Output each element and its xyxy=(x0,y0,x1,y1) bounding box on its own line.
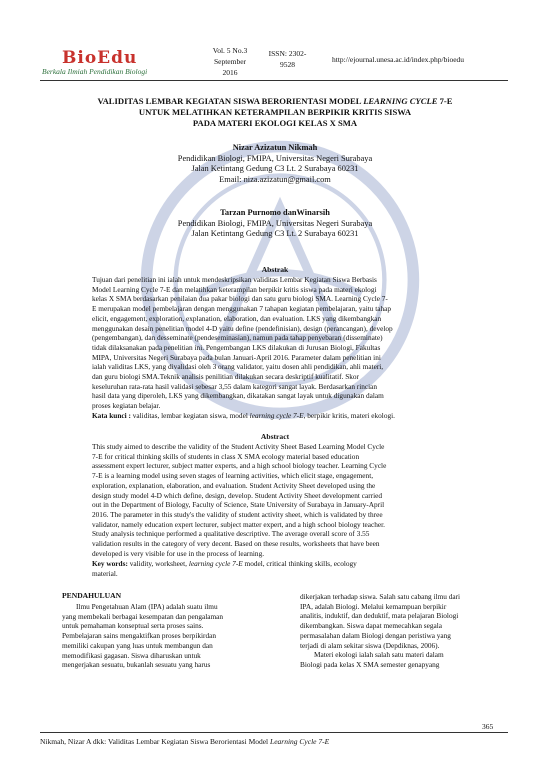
key-words-text-a: validity, worksheet, xyxy=(127,559,189,568)
body-line: dikembangkan. Siswa dapat memecahkan segala xyxy=(300,621,443,631)
title-suffix: 7-E xyxy=(437,96,453,106)
abstract-line: 7-E is a learning model using seven stages of learning activities, which elicit stage, engagement, xyxy=(92,471,374,481)
kata-kunci-text-a: validitas, lembar kegiatan siswa, model xyxy=(130,411,250,420)
key-words-text-b: model, critical thinking skills, ecology xyxy=(242,559,357,568)
body-left-column xyxy=(62,602,270,670)
author-1-block xyxy=(40,143,510,185)
header-divider xyxy=(40,80,508,81)
abstract-line: 7-E for critical thinking skills of students in class X SMA ecology material based education xyxy=(92,451,360,461)
volume-info xyxy=(205,45,255,78)
key-words xyxy=(92,559,458,578)
body-line: memodifikasi gagasan. Siswa diharuskan untuk xyxy=(62,650,201,660)
body-line: permasalahan dalam Biologi dengan peristiwa yang xyxy=(300,630,451,640)
author-1-address: Jalan Ketintang Gedung C3 Lt. 2 Surabaya 60231 xyxy=(191,164,359,173)
body-right-column xyxy=(300,592,508,670)
title-line-3: PADA MATERI EKOLOGI KELAS X SMA xyxy=(192,118,358,128)
abstrak-line: kelas X SMA berdasarkan penilaian dua pakar biologi dan satu guru biologi SMA. Learning Cycle 7- xyxy=(92,294,388,304)
paper-title xyxy=(40,96,510,129)
abstrak-line: keseluruhan rata-rata hasil validasi sebesar 3,55 dalam kategori sangat layak. Berdasarkan rincian xyxy=(92,381,378,391)
kata-kunci-label: Kata kunci : xyxy=(92,411,131,420)
abstract-line: validator, namely education expert lecturer, subject matter expert, and a high school biology teacher. xyxy=(92,519,386,529)
title-italic: LEARNING CYCLE xyxy=(363,96,438,106)
abstrak-line: elicit, engagement, exploration, explanation, elaboration, dan evaluation. LKS yang dikembangkan xyxy=(92,313,382,323)
abstrak-line: menggunakan desain penelitian model 4-D yaitu define (pendefinisian), design (perancangan), develop xyxy=(92,323,393,333)
abstract-line: Study analysis technique performed a qualitative descriptive. The average overall score of 3.55 xyxy=(92,529,370,539)
abstract-line: 2016. The parameter in this study's the validity of student activity sheet, which is validated by three xyxy=(92,509,383,519)
body-line: memiliki cakupan yang luas untuk membangun dan xyxy=(62,640,213,650)
body-line: IPA, adalah Biologi. Melalui kemampuan berpikir xyxy=(300,601,447,611)
abstrak-line: MIPA, Universitas Negeri Surabaya pada bulan Januari-April 2016. Parameter dalam penelitian ini xyxy=(92,352,381,362)
title-line-1: VALIDITAS LEMBAR KEGIATAN SISWA BERORIENTASI MODEL xyxy=(97,96,364,106)
abstrak-line: Model Learning Cycle 7-E dan melatihkan keterampilan berpikir kritis siswa pada materi ekologi xyxy=(92,284,377,294)
abstract-text xyxy=(92,442,458,558)
page-number: 365 xyxy=(482,722,494,731)
key-words-label: Key words: xyxy=(92,559,128,568)
abstract-line: out in the Department of Biology, Faculty of Science, State University of Surabaya in January-April xyxy=(92,500,385,510)
volume-line: Vol. 5 No.3 xyxy=(212,46,248,55)
journal-url-link[interactable]: http://ejournal.unesa.ac.id/index.php/bioedu xyxy=(332,55,465,64)
issn-line-2: 9528 xyxy=(280,60,295,69)
abstrak-line: E merupakan model pembelajaran dengan menggunakan 7 tahapan kegiatan pembelajaran, yaitu tahap xyxy=(92,304,392,314)
footer-italic: Learning Cycle 7-E xyxy=(270,737,330,746)
year-line: 2016 xyxy=(222,68,238,77)
issn-line-1: ISSN: 2302- xyxy=(268,49,307,58)
abstrak-line: dan guru biologi SMA.Teknik analisis penilitian dilakukan secara deskriptif kualitatif. Skor xyxy=(92,372,359,382)
author-2-name: Tarzan Purnomo danWinarsih xyxy=(220,208,330,217)
abstract-line: developed is very visible for use in the process of learning. xyxy=(92,548,265,558)
body-line: yang membekali berbagai kesempatan dan pengalaman xyxy=(62,611,224,621)
abstrak-line: proses kegiatan belajar. xyxy=(92,401,161,411)
body-line: Materi ekologi ialah salah satu materi dalam xyxy=(314,650,444,660)
body-line: analitis, induktif, dan deduktif, mata pelajaran Biologi xyxy=(300,611,459,621)
title-line-2: UNTUK MELATIHKAN KETERAMPILAN BERPIKIR KRITIS SISWA xyxy=(138,107,412,117)
abstract-line: validation results in the category of very decent. Based on these results, worksheets that have been xyxy=(92,539,380,549)
author-2-address: Jalan Ketintang Gedung C3 Lt. 2 Surabaya 60231 xyxy=(191,229,359,238)
footer-text: Nikmah, Nizar A dkk: Validitas Lembar Kegiatan Siswa Berorientasi Model xyxy=(40,737,271,746)
body-line: dikerjakan terhadap siswa. Salah satu cabang ilmu dari xyxy=(300,592,461,601)
kata-kunci-italic: learning cycle 7-E xyxy=(249,411,304,420)
body-line: untuk pemahaman konseptual serta proses sains. xyxy=(62,621,204,631)
abstrak-heading: Abstrak xyxy=(261,265,289,274)
issn-info xyxy=(265,48,310,70)
abstract-line: assessment expert lecturer, subject matter experts, and a high school biology teacher. Learning Cycle xyxy=(92,461,387,471)
body-line: Pembelajaran sains mengaktifkan proses berpikirdan xyxy=(62,631,216,641)
author-1-affiliation: Pendidikan Biologi, FMIPA, Universitas Negeri Surabaya xyxy=(177,153,373,163)
section-heading-pendahuluan: PENDAHULUAN xyxy=(62,591,122,600)
key-words-line-2: material. xyxy=(92,568,118,578)
footer-divider xyxy=(40,732,508,733)
month-line: September xyxy=(213,57,247,66)
key-words-italic: learning cycle 7-E xyxy=(188,559,243,568)
abstrak-line: tidak dilaksanakan pada penelitian ini. Pengembangan LKS dilakukan di Jurusan Biologi, Fakultas xyxy=(92,342,381,352)
abstrak-line: Tujuan dari penelitian ini ialah untuk mendeskripsikan validitas Lembar Kegiatan Siswa Berbasis xyxy=(92,275,377,284)
abstract-line: This study aimed to describe the validity of the Student Activity Sheet Based Learning Model Cycle xyxy=(92,442,385,451)
author-1-email[interactable]: Email: niza.azizatun@gmail.com xyxy=(219,174,331,184)
abstrak-text xyxy=(92,275,458,411)
abstract-heading: Abstract xyxy=(260,432,290,441)
bioedu-logo: BioEdu xyxy=(62,48,138,68)
abstract-line: design study model 4-D which define, design, develop. Student Activity Sheet development carried xyxy=(92,490,382,500)
running-footer xyxy=(40,737,329,746)
abstrak-line: ialah validitas LKS, yang divalidasi oleh 3 orang validator, yaitu dosen ahli pendidikan, ahli materi, xyxy=(92,362,384,372)
logo-tagline: Berkala Ilmiah Pendidikan Biologi xyxy=(42,67,148,76)
body-line: Biologi pada kelas X SMA semester genapyang xyxy=(300,659,440,669)
kata-kunci-text-b: , berpikir kritis, materi ekologi. xyxy=(303,411,395,420)
abstrak-line: (pengembangan), dan desseminate (pendeseminasian), namun pada tahap penyebaran (disseminate) xyxy=(92,333,383,343)
author-1-name: Nizar Azizatun Nikmah xyxy=(232,143,318,152)
body-line: Ilmu Pengetahuan Alam (IPA) adalah suatu ilmu xyxy=(76,602,218,611)
kata-kunci xyxy=(92,411,458,421)
author-2-block xyxy=(40,208,510,240)
abstract-line: exploration, explanation, elaboration, and evaluation. Student Activity Sheet developed using the xyxy=(92,480,376,490)
abstrak-line: hasil data yang diperoleh, LKS yang dikembangkan, dikatakan sangat layak untuk digunakan dalam xyxy=(92,391,384,401)
body-line: terjadi di alam sekitar siswa (Depdiknas, 2006). xyxy=(300,640,440,650)
body-line: mengerjakan sesuatu, bukanlah sesuatu yang harus xyxy=(62,660,211,670)
author-2-affiliation: Pendidikan Biologi, FMIPA, Universitas Negeri Surabaya xyxy=(177,218,373,228)
